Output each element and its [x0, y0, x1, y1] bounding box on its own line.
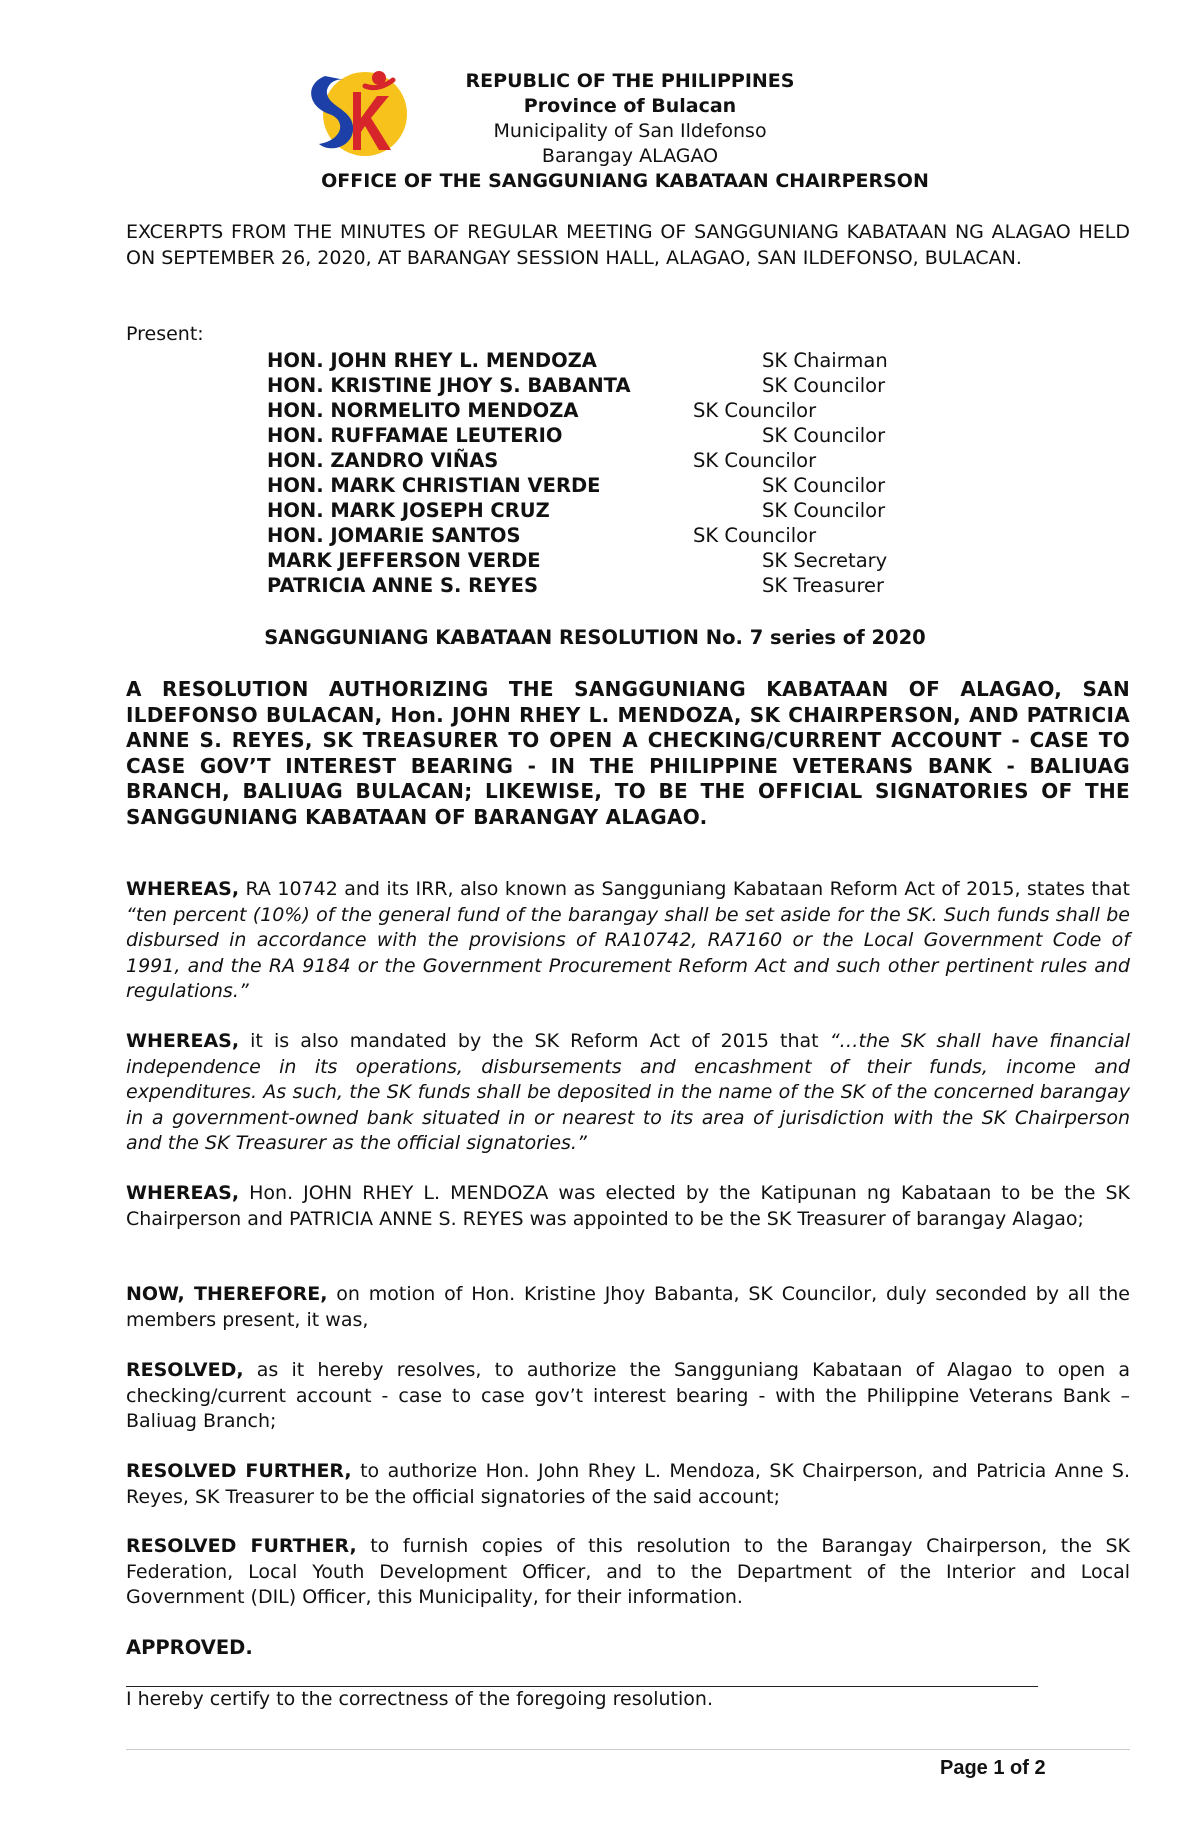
member-position: SK Councilor [762, 374, 886, 397]
resolved-paragraph [126, 1358, 1130, 1435]
resolved-further-text: to furnish copies of this resolution to the Barangay Chairperson, the SK Federation, Local Youth Development Officer, and to the Department of the Interior and Local Government (DIL) Officer, this Municipality, for their information. [126, 1535, 1130, 1608]
member-name: HON. MARK CHRISTIAN VERDE [267, 474, 601, 497]
whereas-lead: WHEREAS, [126, 878, 240, 900]
member-name: HON. RUFFAMAE LEUTERIO [267, 424, 563, 447]
member-position: SK Councilor [762, 424, 886, 447]
whereas-text: Hon. JOHN RHEY L. MENDOZA was elected by the Katipunan ng Kabataan to be the SK Chairperson and PATRICIA ANNE S. REYES was appointed to be the SK Treasurer of barangay Alagao; [126, 1182, 1130, 1230]
header-office: OFFICE OF THE SANGGUNIANG KABATAAN CHAIRPERSON [321, 170, 929, 192]
present-label: Present: [126, 323, 204, 345]
member-name: HON. JOHN RHEY L. MENDOZA [267, 349, 597, 372]
whereas-paragraph-3 [126, 1181, 1130, 1232]
whereas-text: it is also mandated by the SK Reform Act of 2015 that [239, 1030, 830, 1052]
whereas-paragraph-1 [126, 877, 1130, 1005]
resolved-lead: RESOLVED, [126, 1359, 244, 1381]
whereas-text: RA 10742 and its IRR, also known as Sangguniang Kabataan Reform Act of 2015, states that [239, 878, 1130, 900]
whereas-paragraph-2 [126, 1029, 1130, 1157]
resolved-further-paragraph-1 [126, 1459, 1130, 1510]
resolution-number: SANGGUNIANG KABATAAN RESOLUTION No. 7 series of 2020 [264, 626, 926, 649]
member-position: SK Secretary [762, 549, 888, 572]
whereas-lead: WHEREAS, [126, 1030, 240, 1052]
member-name: HON. NORMELITO MENDOZA [267, 399, 579, 422]
resolved-further-paragraph-2 [126, 1534, 1130, 1611]
member-position: SK Councilor [693, 399, 817, 422]
page-number: Page 1 of 2 [940, 1757, 1046, 1779]
intro-paragraph: EXCERPTS FROM THE MINUTES OF REGULAR MEETING OF SANGGUNIANG KABATAAN NG ALAGAO HELD ON SEPTEMBER 26, 2020, AT BARANGAY SESSION HALL, ALAGAO, SAN ILDEFONSO, BULACAN. [126, 221, 1130, 269]
whereas-quote: “ten percent (10%) of the general fund of the barangay shall be set aside for the SK. Such funds shall be disbursed in accordance with the provisions of RA10742, RA7160 or the Local Government Code of 1991, and the RA 9184 or the Government Procurement Reform Act and such other pertinent rules and regulations.” [126, 903, 1130, 1002]
now-therefore-paragraph [126, 1282, 1130, 1333]
resolution-title: A RESOLUTION AUTHORIZING THE SANGGUNIANG KABATAAN OF ALAGAO, SAN ILDEFONSO BULACAN, Hon. JOHN RHEY L. MENDOZA, SK CHAIRPERSON, AND PATRICIA ANNE S. REYES, SK TREASURER TO OPEN A CHECKING/CURRENT ACCOUNT - CASE TO CASE GOV’T INTEREST BEARING - IN THE PHILIPPINE VETERANS BANK - BALIUAG BRANCH, BALIUAG BULACAN; LIKEWISE, TO BE THE OFFICIAL SIGNATORIES OF THE SANGGUNIANG KABATAAN OF BARANGAY ALAGAO. [126, 677, 1130, 829]
member-name: HON. MARK JOSEPH CRUZ [267, 499, 550, 522]
whereas-quote: “…the SK shall have financial independence in its operations, disbursements and encashment of their funds, income and expenditures. As such, the SK funds shall be deposited in the name of the SK of the concerned barangay in a government-owned bank situated in or nearest to its area of jurisdiction with the SK Chairperson and the SK Treasurer as the official signatories.” [126, 1030, 1130, 1154]
member-name: HON. ZANDRO VIÑAS [267, 449, 499, 472]
resolved-text: as it hereby resolves, to authorize the Sangguniang Kabataan of Alagao to open a checking/current account - case to case gov’t interest bearing - with the Philippine Veterans Bank – Baliuag Branch; [126, 1359, 1130, 1432]
member-position: SK Councilor [693, 524, 817, 547]
resolved-further-text: to authorize Hon. John Rhey L. Mendoza, SK Chairperson, and Patricia Anne S. Reyes, SK Treasurer to be the official signatories of the said account; [126, 1460, 1131, 1508]
header-municipality: Municipality of San Ildefonso [493, 120, 767, 142]
certification-text: I hereby certify to the correctness of the foregoing resolution. [126, 1688, 713, 1710]
signature-line [126, 1686, 1038, 1687]
now-therefore-lead: NOW, THEREFORE, [126, 1283, 328, 1305]
whereas-lead: WHEREAS, [126, 1182, 240, 1204]
footer-divider [126, 1749, 1130, 1750]
member-position: SK Chairman [762, 349, 888, 372]
header-province: Province of Bulacan [523, 95, 737, 117]
member-position: SK Councilor [762, 499, 886, 522]
resolved-further-lead: RESOLVED FURTHER, [126, 1535, 357, 1557]
member-name: HON. JOMARIE SANTOS [267, 524, 521, 547]
member-name: PATRICIA ANNE S. REYES [267, 574, 539, 597]
member-position: SK Treasurer [762, 574, 885, 597]
member-name: HON. KRISTINE JHOY S. BABANTA [267, 374, 631, 397]
member-position: SK Councilor [762, 474, 886, 497]
header-republic: REPUBLIC OF THE PHILIPPINES [465, 70, 795, 92]
now-therefore-text: on motion of Hon. Kristine Jhoy Babanta, SK Councilor, duly seconded by all the members present, it was, [126, 1283, 1130, 1331]
header-barangay: Barangay ALAGAO [541, 145, 719, 167]
approved-label: APPROVED. [126, 1636, 253, 1659]
member-name: MARK JEFFERSON VERDE [267, 549, 541, 572]
resolved-further-lead: RESOLVED FURTHER, [126, 1460, 352, 1482]
member-position: SK Councilor [693, 449, 817, 472]
